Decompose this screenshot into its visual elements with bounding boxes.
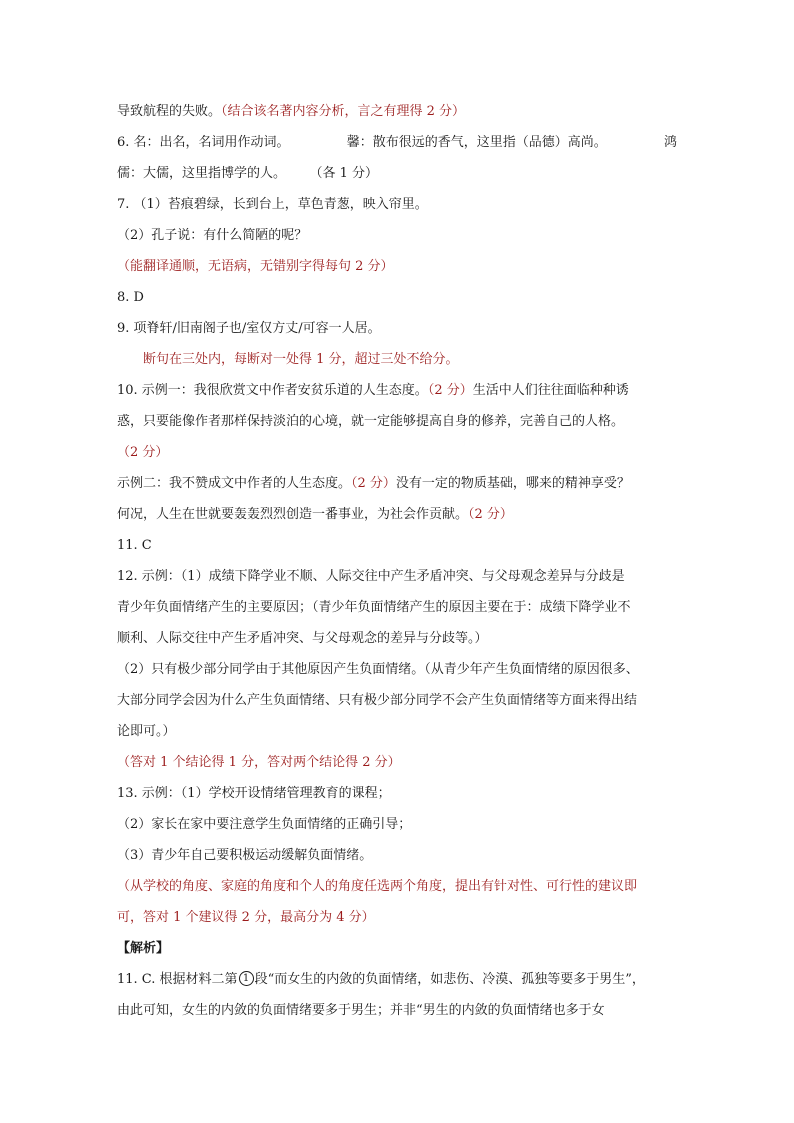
scoring-note: 断句在三处内，每断对一处得 1 分，超过三处不给分。 (143, 352, 459, 367)
analysis-text: 段“而女生的内敛的负面情绪，如悲伤、冷漠、孤独等要多于男生”， (254, 972, 645, 987)
answer-text: 示例二：我不赞成文中作者的人生态度。 (117, 476, 352, 491)
answer-12-line-6: 论即可。） (117, 724, 176, 739)
answer-text: 生活中人们往往面临种种诱 (472, 383, 629, 398)
analysis-heading: 【解析】 (117, 941, 170, 956)
answer-7-2: （2）孔子说：有什么简陋的呢？ (117, 228, 308, 243)
answer-text: 没有一定的物质基础，哪来的精神享受？ (395, 476, 630, 491)
answer-9: 9. 项脊轩/旧南阁子也/室仅方丈/可容一人居。 (117, 321, 381, 336)
scoring-note: （2 分） (427, 383, 473, 398)
answer-12-line-3: 顺利、人际交往中产生矛盾冲突、与父母观念的差异与分歧等。） (117, 631, 488, 646)
scoring-note: （从学校的角度、家庭的角度和个人的角度任选两个角度，提出有针对性、可行性的建议即 (117, 879, 638, 894)
answer-13-2: （2）家长在家中要注意学生负面情绪的正确引导； (117, 817, 412, 832)
answer-12-line-1: 12. 示例：（1）成绩下降学业不顺、人际交往中产生矛盾冲突、与父母观念差异与分歧是 (117, 569, 625, 584)
answer-text: 6. 名：出名，名词用作动词。 (117, 135, 290, 150)
scoring-note: （各 1 分） (316, 166, 379, 181)
scoring-note: （答对 1 个结论得 1 分，答对两个结论得 2 分） (117, 755, 401, 770)
answer-11: 11. C (117, 538, 152, 553)
scoring-note: （2 分） (351, 476, 396, 491)
circled-number: 1 (239, 971, 254, 986)
answer-text: 何况，人生在世就要轰轰烈烈创造一番事业，为社会作贡献。 (117, 507, 469, 522)
scoring-note: （2 分） (117, 445, 169, 460)
analysis-11-cont: 由此可知，女生的内敛的负面情绪要多于男生；并非“男生的内敛的负面情绪也多于女 (117, 1003, 605, 1018)
analysis-text: 11. C. 根据材料二第 (117, 972, 238, 987)
scoring-note: （能翻译通顺，无语病，无错别字得每句 2 分） (117, 259, 394, 274)
answer-10-example-2 (117, 474, 630, 494)
answer-10-cont: 惑，只要能像作者那样保持淡泊的心境，就一定能够提高自身的修养，完善自己的人格。 (117, 414, 625, 429)
answer-12-line-4: （2）只有极少部分同学由于其他原因产生负面情绪。（从青少年产生负面情绪的原因很多、 (117, 662, 639, 677)
scoring-note: （结合该名著内容分析，言之有理得 2 分） (221, 104, 466, 119)
analysis-11 (117, 970, 645, 990)
answer-10-example-2-cont (117, 505, 513, 525)
answer-text: 10. 示例一：我很欣赏文中作者安贫乐道的人生态度。 (117, 383, 428, 398)
answer-text: 儒：大儒，这里指博学的人。 (117, 166, 287, 181)
answer-13-1: 13. 示例：（1）学校开设情绪管理教育的课程； (117, 786, 391, 801)
answer-text: 导致航程的失败。 (117, 104, 222, 119)
answer-6-cont (117, 164, 378, 184)
answer-8: 8. D (117, 290, 144, 305)
answer-6 (117, 133, 677, 153)
answer-12-line-5: 大部分同学会因为什么产生负面情绪、只有极少部分同学不会产生负面情绪等方面来得出结 (117, 693, 638, 708)
answer-text: 馨：散布很远的香气，这里指（品德）高尚。 (346, 135, 607, 150)
answer-5-tail (117, 102, 465, 122)
answer-7-1: 7. （1）苔痕碧绿，长到台上，草色青葱，映入帘里。 (117, 197, 428, 212)
answer-text: 鸿 (663, 135, 677, 150)
scoring-note: 可，答对 1 个建议得 2 分，最高分为 4 分） (117, 910, 375, 925)
scoring-note: （2 分） (468, 507, 513, 522)
answer-10-example-1 (117, 381, 629, 401)
answer-12-line-2: 青少年负面情绪产生的主要原因；（青少年负面情绪产生的原因主要在于：成绩下降学业不 (117, 600, 631, 615)
answer-13-3: （3）青少年自己要积极运动缓解负面情绪。 (117, 848, 373, 863)
